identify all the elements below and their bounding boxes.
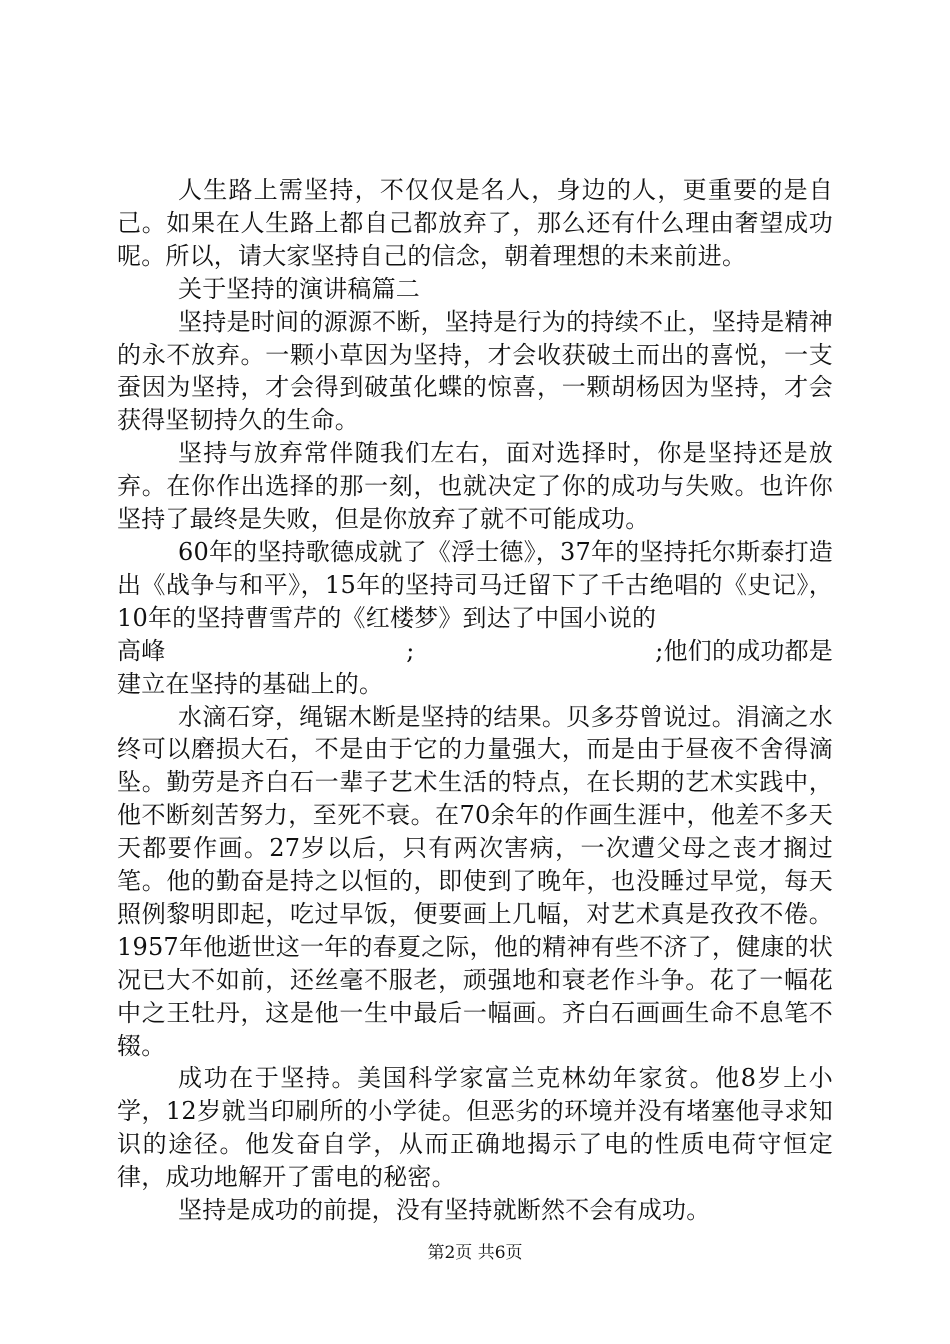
paragraph-2: 坚持是时间的源源不断，坚持是行为的持续不止，坚持是精神的永不放弃。一颗小草因为坚持，才会收获破土而出的喜悦，一支蚕因为坚持，才会得到破茧化蝶的惊喜，一颗胡杨因为坚持，才会获得坚韧持久的生命。 [117, 307, 833, 435]
document-body [117, 174, 833, 1227]
paragraph-4-text: 60年的坚持歌德成就了《浮士德》，37年的坚持托尔斯泰打造出《战争与和平》，15年的坚持司马迁留下了千古绝唱的《史记》，10年的坚持曹雪芹的《红楼梦》到达了中国小说的 [117, 537, 833, 632]
page-footer: 第2页 共6页 [427, 1243, 523, 1263]
paragraph-4-tail: 建立在坚持的基础上的。 [117, 669, 384, 698]
paragraph-4 [117, 536, 833, 701]
split-line-middle: ; [406, 636, 415, 665]
paragraph-6: 成功在于坚持。美国科学家富兰克林幼年家贫。他8岁上小学，12岁就当印刷所的小学徒。但恶劣的环境并没有堵塞他寻求知识的途径。他发奋自学，从而正确地揭示了电的性质电荷守恒定律，成功地解开了雷电的秘密。 [117, 1064, 833, 1192]
paragraph-7: 坚持是成功的前提，没有坚持就断然不会有成功。 [178, 1196, 711, 1225]
paragraph-4-split-line [117, 635, 833, 668]
paragraph-1: 人生路上需坚持，不仅仅是名人，身边的人，更重要的是自己。如果在人生路上都自己都放弃了，那么还有什么理由奢望成功呢。所以，请大家坚持自己的信念，朝着理想的未来前进。 [117, 176, 833, 270]
section-heading: 关于坚持的演讲稿篇二 [178, 274, 420, 303]
paragraph-3: 坚持与放弃常伴随我们左右，面对选择时，你是坚持还是放弃。在你作出选择的那一刻，也就决定了你的成功与失败。也许你坚持了最终是失败，但是你放弃了就不可能成功。 [117, 439, 833, 534]
split-line-right: ;他们的成功都是 [655, 636, 833, 665]
paragraph-5: 水滴石穿，绳锯木断是坚持的结果。贝多芬曾说过。涓滴之水终可以磨损大石，不是由于它的力量强大，而是由于昼夜不舍得滴坠。勤劳是齐白石一辈子艺术生活的特点，在长期的艺术实践中，他不断刻苦努力，至死不衰。在70余年的作画生涯中，他差不多天天都要作画。27岁以后，只有两次害病，一次遭父母之丧才搁过笔。他的勤奋是持之以恒的，即使到了晚年，也没睡过早觉，每天照例黎明即起，吃过早饭，便要画上几幅，对艺术真是孜孜不倦。1957年他逝世这一年的春夏之际，他的精神有些不济了，健康的状况已大不如前，还丝毫不服老，顽强地和衰老作斗争。花了一幅花中之王牡丹，这是他一生中最后一幅画。齐白石画画生命不息笔不辍。 [117, 702, 833, 1060]
split-line-left: 高峰 [117, 636, 166, 665]
